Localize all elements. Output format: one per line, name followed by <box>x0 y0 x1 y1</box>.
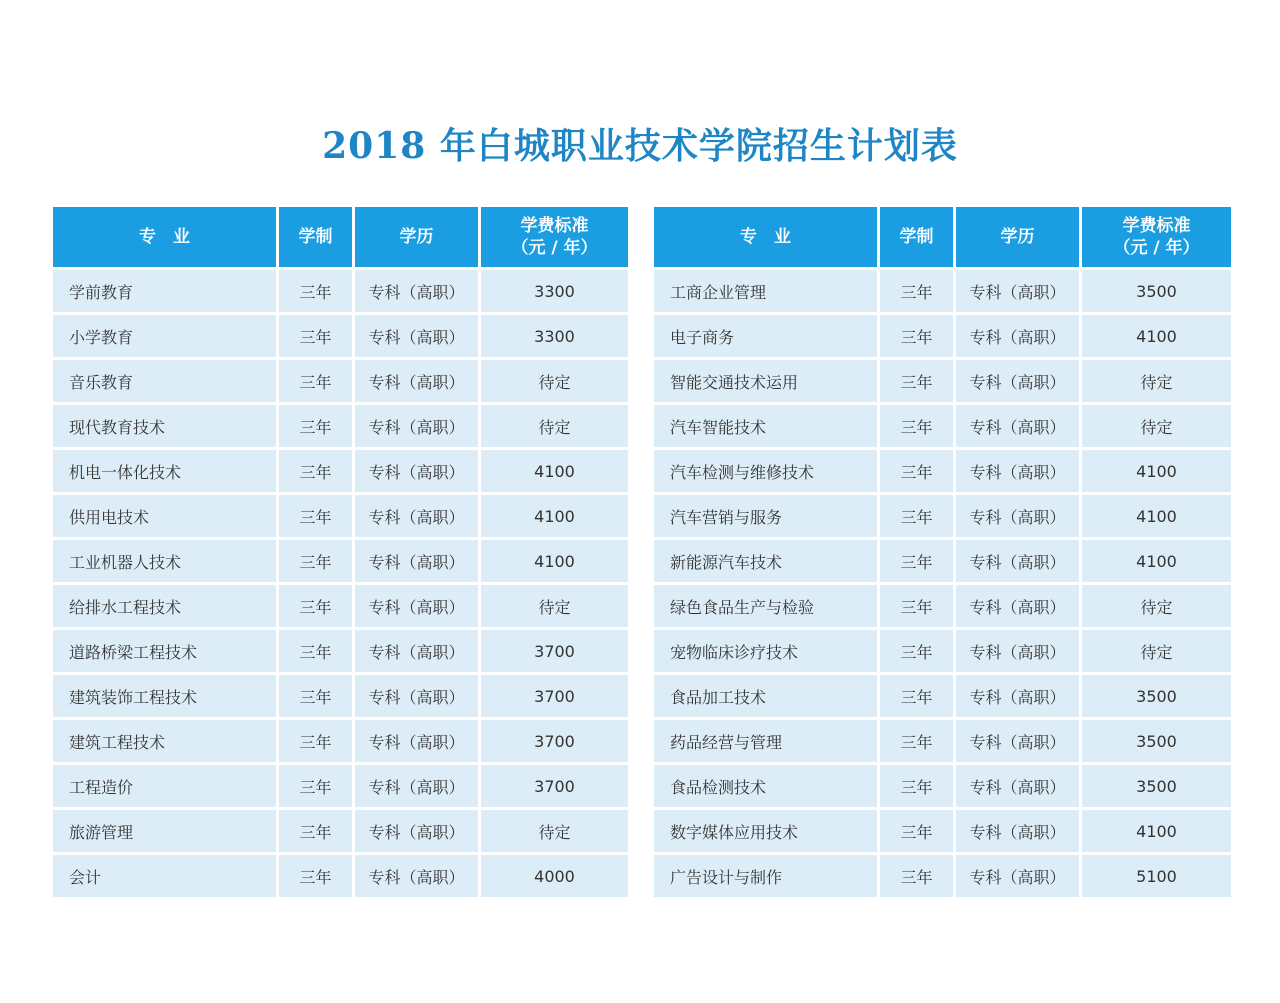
degree-cell: 专科（高职） <box>355 720 478 762</box>
header-major: 专 业 <box>654 207 877 267</box>
major-cell: 药品经营与管理 <box>654 720 877 762</box>
degree-cell: 专科（高职） <box>355 765 478 807</box>
duration-cell: 三年 <box>279 315 352 357</box>
major-cell: 工商企业管理 <box>654 270 877 312</box>
degree-cell: 专科（高职） <box>956 495 1079 537</box>
header-degree: 学历 <box>956 207 1079 267</box>
degree-cell: 专科（高职） <box>355 405 478 447</box>
major-cell: 汽车智能技术 <box>654 405 877 447</box>
header-fee <box>481 207 628 267</box>
duration-cell: 三年 <box>279 405 352 447</box>
duration-cell: 三年 <box>880 450 953 492</box>
duration-cell: 三年 <box>880 630 953 672</box>
fee-cell: 3700 <box>481 675 628 717</box>
fee-cell: 4100 <box>1082 450 1231 492</box>
degree-cell: 专科（高职） <box>956 405 1079 447</box>
major-cell: 汽车营销与服务 <box>654 495 877 537</box>
table-row <box>654 765 1231 807</box>
table-row <box>53 405 628 447</box>
degree-cell: 专科（高职） <box>355 450 478 492</box>
fee-cell: 4100 <box>1082 540 1231 582</box>
major-cell: 工业机器人技术 <box>53 540 276 582</box>
fee-cell: 4100 <box>481 540 628 582</box>
degree-cell: 专科（高职） <box>956 360 1079 402</box>
duration-cell: 三年 <box>880 720 953 762</box>
table-row <box>53 720 628 762</box>
major-cell: 工程造价 <box>53 765 276 807</box>
degree-cell: 专科（高职） <box>355 855 478 897</box>
degree-cell: 专科（高职） <box>355 675 478 717</box>
table-row <box>654 450 1231 492</box>
major-cell: 供用电技术 <box>53 495 276 537</box>
degree-cell: 专科（高职） <box>956 585 1079 627</box>
degree-cell: 专科（高职） <box>355 540 478 582</box>
fee-cell: 4100 <box>481 450 628 492</box>
major-cell: 广告设计与制作 <box>654 855 877 897</box>
duration-cell: 三年 <box>880 675 953 717</box>
degree-cell: 专科（高职） <box>355 315 478 357</box>
enrollment-table-right <box>651 204 1234 900</box>
fee-cell: 4100 <box>481 495 628 537</box>
duration-cell: 三年 <box>279 675 352 717</box>
table-body-right <box>654 270 1231 897</box>
degree-cell: 专科（高职） <box>956 540 1079 582</box>
page-title: 2018 年白城职业技术学院招生计划表 <box>322 125 958 167</box>
table-row <box>654 720 1231 762</box>
table-row <box>53 270 628 312</box>
duration-cell: 三年 <box>279 360 352 402</box>
header-degree: 学历 <box>355 207 478 267</box>
header-duration: 学制 <box>279 207 352 267</box>
fee-cell: 4100 <box>1082 810 1231 852</box>
major-cell: 食品加工技术 <box>654 675 877 717</box>
degree-cell: 专科（高职） <box>355 585 478 627</box>
major-cell: 会计 <box>53 855 276 897</box>
degree-cell: 专科（高职） <box>956 630 1079 672</box>
degree-cell: 专科（高职） <box>956 675 1079 717</box>
major-cell: 音乐教育 <box>53 360 276 402</box>
major-cell: 汽车检测与维修技术 <box>654 450 877 492</box>
major-cell: 电子商务 <box>654 315 877 357</box>
degree-cell: 专科（高职） <box>956 720 1079 762</box>
duration-cell: 三年 <box>880 315 953 357</box>
degree-cell: 专科（高职） <box>355 360 478 402</box>
duration-cell: 三年 <box>880 540 953 582</box>
fee-cell: 4000 <box>481 855 628 897</box>
table-row <box>654 675 1231 717</box>
major-cell: 智能交通技术运用 <box>654 360 877 402</box>
duration-cell: 三年 <box>880 495 953 537</box>
major-cell: 新能源汽车技术 <box>654 540 877 582</box>
fee-cell: 待定 <box>1082 630 1231 672</box>
fee-cell: 待定 <box>1082 585 1231 627</box>
table-row <box>654 630 1231 672</box>
degree-cell: 专科（高职） <box>956 450 1079 492</box>
fee-cell: 3500 <box>1082 720 1231 762</box>
fee-cell: 3700 <box>481 720 628 762</box>
table-row <box>53 540 628 582</box>
table-header-row <box>53 207 628 267</box>
major-cell: 现代教育技术 <box>53 405 276 447</box>
table-row <box>654 495 1231 537</box>
degree-cell: 专科（高职） <box>355 810 478 852</box>
table-row <box>53 360 628 402</box>
table-row <box>654 360 1231 402</box>
major-cell: 道路桥梁工程技术 <box>53 630 276 672</box>
fee-cell: 待定 <box>481 810 628 852</box>
fee-cell: 5100 <box>1082 855 1231 897</box>
fee-cell: 3300 <box>481 270 628 312</box>
major-cell: 建筑装饰工程技术 <box>53 675 276 717</box>
fee-cell: 待定 <box>481 405 628 447</box>
degree-cell: 专科（高职） <box>956 765 1079 807</box>
fee-cell: 3500 <box>1082 765 1231 807</box>
table-row <box>654 585 1231 627</box>
fee-cell: 3300 <box>481 315 628 357</box>
degree-cell: 专科（高职） <box>355 270 478 312</box>
duration-cell: 三年 <box>279 765 352 807</box>
degree-cell: 专科（高职） <box>956 855 1079 897</box>
table-row <box>53 315 628 357</box>
enrollment-table-left <box>50 204 631 900</box>
table-row <box>654 315 1231 357</box>
degree-cell: 专科（高职） <box>956 270 1079 312</box>
degree-cell: 专科（高职） <box>355 495 478 537</box>
major-cell: 给排水工程技术 <box>53 585 276 627</box>
fee-cell: 4100 <box>1082 315 1231 357</box>
duration-cell: 三年 <box>880 360 953 402</box>
header-fee-line1: 学费标准 <box>1122 216 1191 236</box>
major-cell: 小学教育 <box>53 315 276 357</box>
duration-cell: 三年 <box>279 720 352 762</box>
fee-cell: 3700 <box>481 630 628 672</box>
table-row <box>53 495 628 537</box>
duration-cell: 三年 <box>880 765 953 807</box>
fee-cell: 3700 <box>481 765 628 807</box>
duration-cell: 三年 <box>880 270 953 312</box>
duration-cell: 三年 <box>880 405 953 447</box>
fee-cell: 待定 <box>481 360 628 402</box>
duration-cell: 三年 <box>279 540 352 582</box>
duration-cell: 三年 <box>880 855 953 897</box>
major-cell: 旅游管理 <box>53 810 276 852</box>
degree-cell: 专科（高职） <box>956 315 1079 357</box>
table-header-row <box>654 207 1231 267</box>
table-row <box>53 855 628 897</box>
duration-cell: 三年 <box>279 630 352 672</box>
major-cell: 绿色食品生产与检验 <box>654 585 877 627</box>
fee-cell: 3500 <box>1082 270 1231 312</box>
major-cell: 宠物临床诊疗技术 <box>654 630 877 672</box>
duration-cell: 三年 <box>279 810 352 852</box>
duration-cell: 三年 <box>880 585 953 627</box>
fee-cell: 3500 <box>1082 675 1231 717</box>
table-row <box>654 810 1231 852</box>
major-cell: 学前教育 <box>53 270 276 312</box>
duration-cell: 三年 <box>880 810 953 852</box>
table-row <box>654 405 1231 447</box>
duration-cell: 三年 <box>279 495 352 537</box>
major-cell: 建筑工程技术 <box>53 720 276 762</box>
table-row <box>53 585 628 627</box>
table-row <box>654 855 1231 897</box>
header-fee-line2: （元 / 年） <box>1113 238 1200 258</box>
table-row <box>53 765 628 807</box>
table-body-left <box>53 270 628 897</box>
fee-cell: 待定 <box>1082 405 1231 447</box>
fee-cell: 待定 <box>481 585 628 627</box>
degree-cell: 专科（高职） <box>956 810 1079 852</box>
table-row <box>53 450 628 492</box>
major-cell: 数字媒体应用技术 <box>654 810 877 852</box>
duration-cell: 三年 <box>279 450 352 492</box>
header-duration: 学制 <box>880 207 953 267</box>
header-fee-line1: 学费标准 <box>520 216 589 236</box>
major-cell: 食品检测技术 <box>654 765 877 807</box>
table-row <box>53 675 628 717</box>
duration-cell: 三年 <box>279 855 352 897</box>
table-row <box>654 270 1231 312</box>
header-fee <box>1082 207 1231 267</box>
fee-cell: 待定 <box>1082 360 1231 402</box>
table-row <box>53 810 628 852</box>
fee-cell: 4100 <box>1082 495 1231 537</box>
duration-cell: 三年 <box>279 585 352 627</box>
degree-cell: 专科（高职） <box>355 630 478 672</box>
duration-cell: 三年 <box>279 270 352 312</box>
table-row <box>53 630 628 672</box>
header-fee-line2: （元 / 年） <box>511 238 598 258</box>
table-row <box>654 540 1231 582</box>
major-cell: 机电一体化技术 <box>53 450 276 492</box>
header-major: 专 业 <box>53 207 276 267</box>
